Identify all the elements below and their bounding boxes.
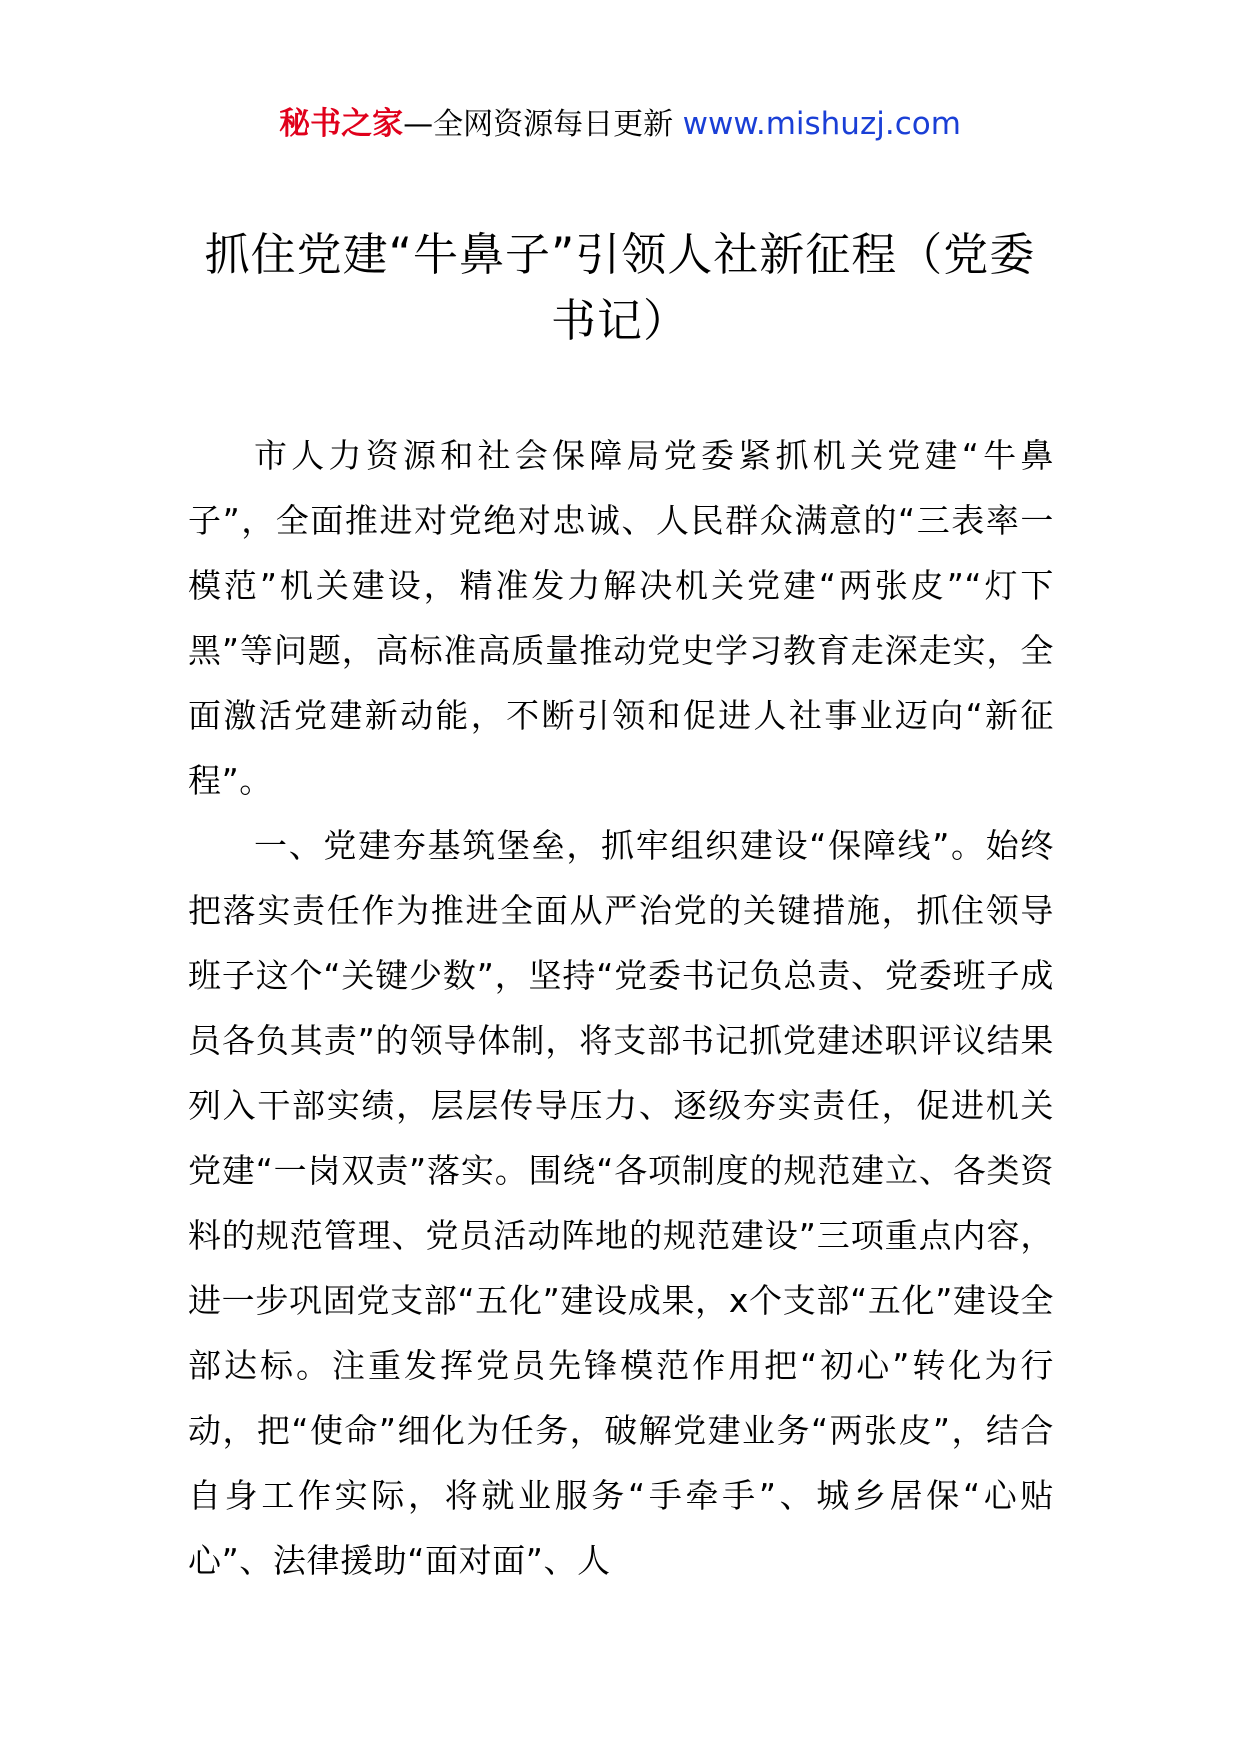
site-url-link[interactable]: www.mishuzj.com	[682, 106, 961, 142]
header-tagline: —全网资源每日更新	[403, 107, 674, 142]
paragraph-section-one: 一、党建夯基筑堡垒，抓牢组织建设“保障线”。始终把落实责任作为推进全面从严治党的关键措施，抓住领导班子这个“关键少数”，坚持“党委书记负总责、党委班子成员各负其责”的领导体制，将支部书记抓党建述职评议结果列入干部实绩，层层传导压力、逐级夯实责任，促进机关党建“一岗双责”落实。围绕“各项制度的规范建立、各类资料的规范管理、党员活动阵地的规范建设”三项重点内容，进一步巩固党支部“五化”建设成果，x个支部“五化”建设全部达标。注重发挥党员先锋模范作用把“初心”转化为行动，把“使命”细化为任务，破解党建业务“两张皮”，结合自身工作实际，将就业服务“手牵手”、城乡居保“心贴心”、法律援助“面对面”、人	[188, 826, 1054, 1580]
site-header	[0, 100, 1240, 149]
paragraph-intro: 市人力资源和社会保障局党委紧抓机关党建“牛鼻子”，全面推进对党绝对忠诚、人民群众满意的“三表率一模范”机关建设，精准发力解决机关党建“两张皮”“灯下黑”等问题，高标准高质量推动党史学习教育走深走实，全面激活党建新动能，不断引领和促进人社事业迈向“新征程”。	[188, 436, 1054, 800]
brand-name: 秘书之家	[279, 106, 404, 142]
document-body	[188, 423, 1054, 1593]
document-title: 抓住党建“牛鼻子”引领人社新征程（党委书记）	[204, 228, 1036, 347]
